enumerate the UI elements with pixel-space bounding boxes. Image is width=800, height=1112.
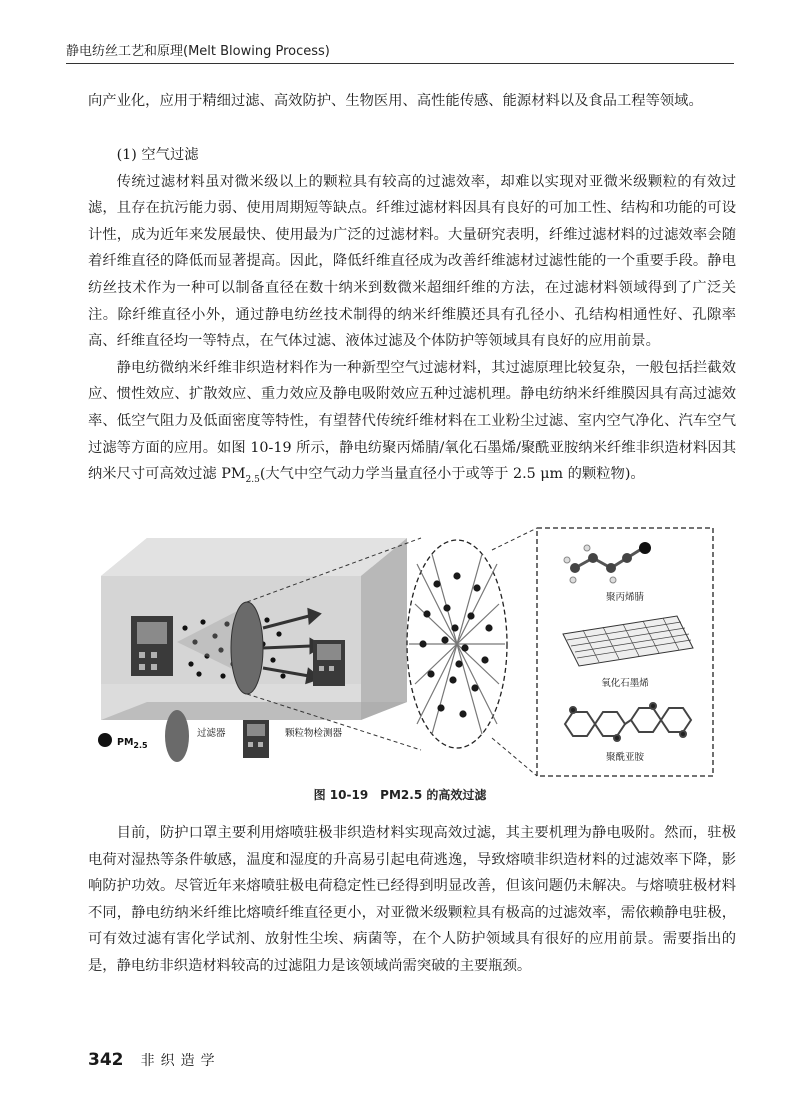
intro-paragraph [88, 88, 736, 115]
pi-label: 聚酰亚胺 [605, 752, 645, 763]
detector-legend-icon [243, 720, 269, 758]
page-number: 342 [88, 1050, 124, 1070]
page-footer [88, 1050, 221, 1070]
paragraph-1: 传统过滤材料虽对微米级以上的颗粒具有较高的过滤效率，却难以实现对亚微米级颗粒的有效过滤，且存在抗污能力弱、使用周期短等缺点。纤维过滤材料因具有良好的可加工性、结构和功能的可设计性，成为近年来发展最快、使用最为广泛的过滤材料。大量研究表明，纤维过滤材料的过滤效率会随着纤维直径的降低而显著提高。因此，降低纤维直径成为改善纤维滤材过滤性能的一个重要手段。静电纺丝技术作为一种可以制备直径在数十纳米到数微米超细纤维的方法，在过滤材料领域得到了广泛关注。除纤维直径小外，通过静电纺丝技术制得的纳米纤维膜还具有孔径小、孔结构相通性好、孔隙率高、纤维直径均一等特点，在气体过滤、液体过滤及个体防护等领域具有良好的应用前景。 [88, 173, 736, 350]
graphene-oxide-label: 氧化石墨烯 [601, 678, 649, 689]
book-title: 非织造学 [140, 1053, 221, 1069]
air-filtration-section [88, 142, 736, 488]
filter-membrane [231, 602, 263, 694]
paragraph-2: 静电纺微纳米纤维非织造材料作为一种新型空气过滤材料，其过滤原理比较复杂，一般包括拦截效应、惯性效应、扩散效应、重力效应及静电吸附效应五种过滤机理。静电纺纳米纤维膜因具有高过滤效率、低空气阻力及低面密度等特性，有望替代传统纤维材料在工业粉尘过滤、室内空气净化、汽车空气过滤等方面的应用。如图 10-19 所示，静电纺聚丙烯腈/氧化石墨烯/聚酰亚胺纳米纤维非织造材料因其纳米尺寸可高效过滤 $PM_{2.5}$(大气中空气动力学当量直径小于或等于 2.5 μm 的颗粒物)。 [88, 359, 736, 485]
intro-text: 向产业化，应用于精细过滤、高效防护、生物医用、高性能传感、能源材料以及食品工程等领域。 [88, 93, 703, 109]
pm25-legend-icon [98, 733, 112, 747]
running-header [66, 40, 734, 64]
figure-caption: 图 10-19 PM2.5 的高效过滤 [313, 788, 487, 802]
filter-legend-label: 过滤器 [197, 728, 226, 739]
running-title: 静电纺丝工艺和原理(Melt Blowing Process) [66, 44, 330, 59]
detector-legend-label: 颗粒物检测器 [285, 728, 343, 739]
section-heading: (1) 空气过滤 [116, 147, 199, 163]
figure-pm25-filtration [87, 524, 715, 780]
particle-detector-left [131, 616, 173, 676]
paragraph-3: 目前，防护口罩主要利用熔喷驻极非织造材料实现高效过滤，其主要机理为静电吸附。然而，驻极电荷对湿热等条件敏感，温度和湿度的升高易引起电荷逃逸，导致熔喷非织造材料的过滤效率下降，影响防护功效。尽管近年来熔喷驻极电荷稳定性已经得到明显改善，但该问题仍未解决。与熔喷驻极材料不同，静电纺纳米纤维比熔喷纤维直径更小，对亚微米级颗粒具有极高的过滤效率，需依赖静电驻极，可有效过滤有害化学试剂、放射性尘埃、病菌等，在个人防护领域具有很好的应用前景。需要指出的是，静电纺非织造材料较高的过滤阻力是该领域尚需突破的主要瓶颈。 [88, 825, 736, 974]
header-rule [66, 63, 734, 64]
particle-detector-right [313, 640, 345, 686]
molecule-panel [537, 528, 713, 776]
mask-paragraph-block [88, 820, 736, 980]
svg-text:PM2.5: $PM_{2.5}$ [117, 737, 148, 750]
pan-label: 聚丙烯腈 [605, 592, 645, 603]
filter-legend-icon [165, 710, 189, 762]
nanofiber-network-zoom [407, 540, 507, 748]
